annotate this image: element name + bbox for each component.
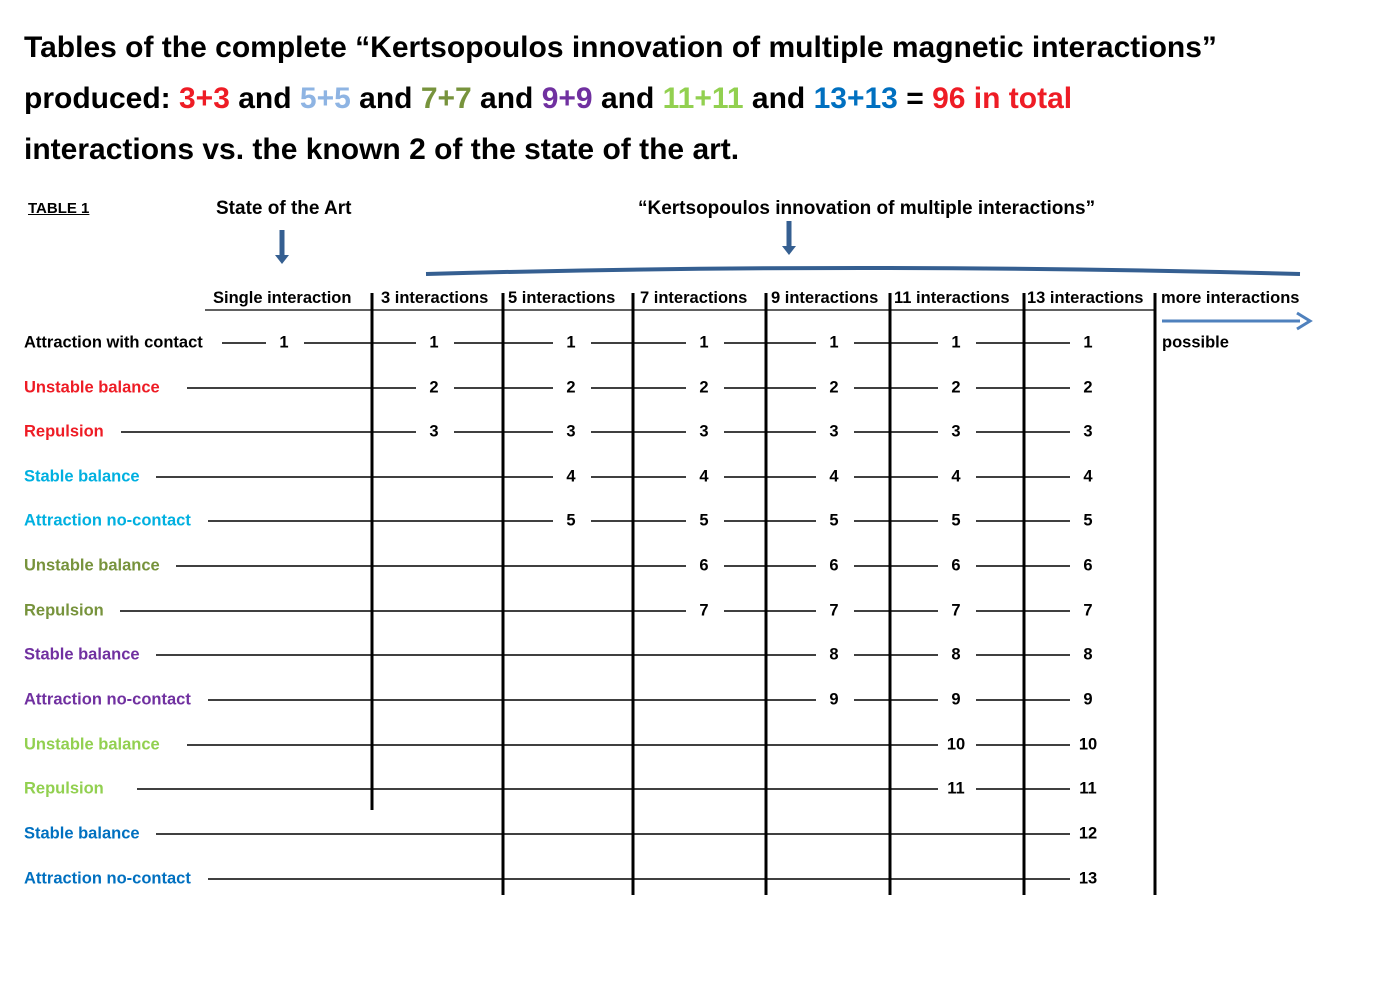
possible-label: possible	[1162, 333, 1229, 352]
title-segment: produced:	[24, 82, 179, 115]
cell-value: 8	[829, 645, 839, 664]
column-header: Single interaction	[213, 289, 352, 307]
row-label: Unstable balance	[24, 735, 160, 754]
cell-value: 9	[1083, 690, 1093, 709]
cell-value: 1	[951, 333, 961, 352]
cell-value: 7	[829, 601, 839, 620]
cell-value: 2	[566, 378, 576, 397]
title-segment: 5+5	[299, 82, 351, 115]
sota-arrow-head	[275, 255, 289, 264]
cell-value: 5	[566, 511, 576, 530]
title-segment: and	[350, 82, 421, 115]
cell-value: 3	[699, 422, 709, 441]
cell-value: 5	[951, 511, 961, 530]
title-segment: and	[229, 82, 300, 115]
cell-value: 1	[279, 333, 289, 352]
cell-value: 13	[1078, 869, 1098, 888]
row-label: Attraction no-contact	[24, 690, 191, 709]
table-label: TABLE 1	[28, 200, 90, 217]
title-segment: and	[471, 82, 542, 115]
row-label: Stable balance	[24, 467, 140, 486]
title-line-3: interactions vs. the known 2 of the state of the art.	[24, 133, 740, 166]
row-label: Repulsion	[24, 779, 104, 798]
cell-value: 2	[429, 378, 439, 397]
title-segment: and	[592, 82, 663, 115]
cell-value: 3	[429, 422, 439, 441]
cell-value: 7	[699, 601, 709, 620]
cell-value: 4	[699, 467, 709, 486]
column-header: 3 interactions	[381, 289, 489, 307]
cell-value: 6	[951, 556, 961, 575]
cell-value: 1	[829, 333, 839, 352]
title-segment: =	[897, 82, 933, 115]
cell-value: 12	[1078, 824, 1098, 843]
cell-value: 2	[699, 378, 709, 397]
cell-value: 10	[946, 735, 966, 754]
cell-value: 11	[947, 779, 965, 798]
cell-value: 7	[951, 601, 961, 620]
row-label: Repulsion	[24, 422, 104, 441]
row-label: Attraction no-contact	[24, 511, 191, 530]
row-label: Unstable balance	[24, 378, 160, 397]
cell-value: 4	[566, 467, 576, 486]
row-label: Stable balance	[24, 824, 140, 843]
cell-value: 1	[429, 333, 439, 352]
column-header: 11 interactions	[894, 289, 1010, 307]
kertsopoulos-arrow-head	[782, 246, 796, 255]
row-label: Unstable balance	[24, 556, 160, 575]
cell-value: 6	[699, 556, 709, 575]
title-line-1: Tables of the complete “Kertsopoulos innovation of multiple magnetic interactions”	[24, 31, 1217, 64]
cell-value: 4	[829, 467, 839, 486]
cell-value: 6	[829, 556, 839, 575]
column-header: 7 interactions	[640, 289, 748, 307]
title-segment: 11+11	[662, 82, 744, 115]
cell-value: 5	[829, 511, 839, 530]
column-header: 13 interactions	[1027, 289, 1144, 307]
cell-value: 9	[829, 690, 839, 709]
row-label: Attraction no-contact	[24, 869, 191, 888]
cell-value: 7	[1083, 601, 1093, 620]
column-header: 9 interactions	[771, 289, 879, 307]
cell-value: 10	[1078, 735, 1098, 754]
title-segment: 9+9	[541, 82, 593, 115]
cell-value: 8	[951, 645, 961, 664]
column-header: 5 interactions	[508, 289, 616, 307]
cell-value: 1	[1083, 333, 1093, 352]
kertsopoulos-bracket	[426, 268, 1300, 274]
row-label: Repulsion	[24, 601, 104, 620]
row-label: Attraction with contact	[24, 333, 203, 352]
cell-value: 4	[1083, 467, 1093, 486]
title-segment: 13+13	[813, 82, 898, 115]
cell-value: 9	[951, 690, 961, 709]
cell-value: 2	[1083, 378, 1093, 397]
cell-value: 2	[829, 378, 839, 397]
title-segment: and	[743, 82, 814, 115]
cell-value: 6	[1083, 556, 1093, 575]
cell-value: 5	[699, 511, 709, 530]
cell-value: 4	[951, 467, 961, 486]
cell-value: 5	[1083, 511, 1093, 530]
cell-value: 8	[1083, 645, 1093, 664]
title-segment: 7+7	[420, 82, 472, 115]
cell-value: 11	[1079, 779, 1097, 798]
cell-value: 2	[951, 378, 961, 397]
kertsopoulos-label: “Kertsopoulos innovation of multiple interactions”	[638, 198, 1096, 219]
cell-value: 1	[566, 333, 576, 352]
cell-value: 1	[699, 333, 709, 352]
cell-value: 3	[829, 422, 839, 441]
title-segment: 3+3	[179, 82, 230, 115]
column-header: more interactions	[1161, 289, 1300, 307]
cell-value: 3	[951, 422, 961, 441]
cell-value: 3	[1083, 422, 1093, 441]
title-segment: 96 in total	[932, 82, 1073, 115]
state-of-the-art-label: State of the Art	[216, 198, 352, 219]
row-label: Stable balance	[24, 645, 140, 664]
cell-value: 3	[566, 422, 576, 441]
